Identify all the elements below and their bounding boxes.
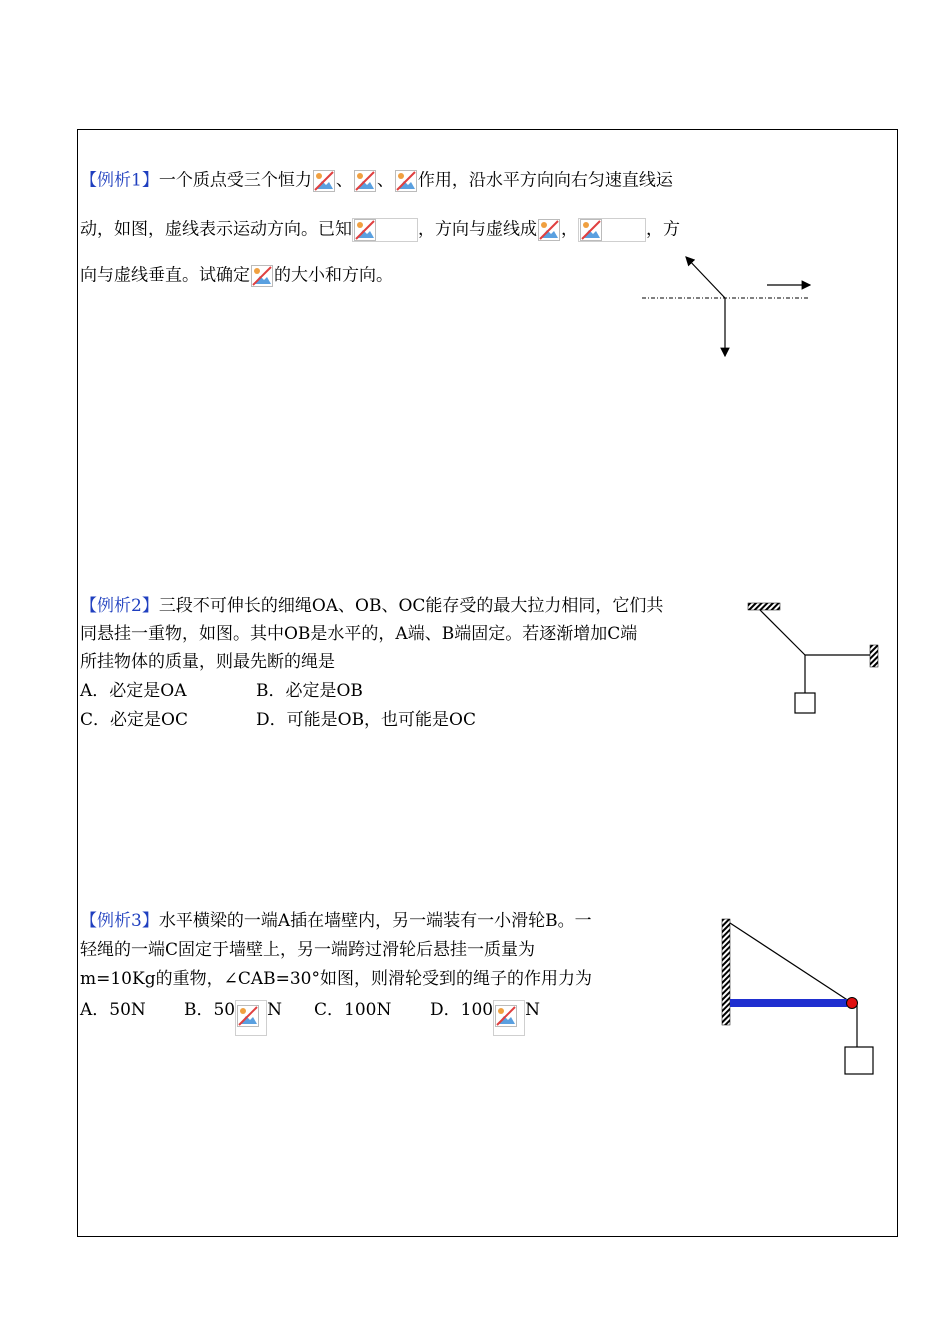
ex1-line-3: 向与虚线垂直。试确定 的大小和方向。 <box>80 265 393 286</box>
wall <box>722 919 730 1025</box>
ex3-line-3: m=10Kg的重物，∠CAB=30°如图，则滑轮受到的绳子的作用力为 <box>80 969 592 989</box>
ex3-tag: 【例析3】 <box>80 911 159 931</box>
broken-image-icon <box>313 170 335 192</box>
ex2-tag: 【例析2】 <box>80 596 159 616</box>
ex3-option-b: B．50 N <box>184 1000 282 1036</box>
image-placeholder <box>578 218 646 242</box>
ex2-option-b: B．必定是OB <box>256 681 363 701</box>
ex2-option-c: C．必定是OC <box>80 710 188 730</box>
image-placeholder <box>352 218 418 242</box>
ex2-option-d: D．可能是OB，也可能是OC <box>256 710 477 730</box>
broken-image-icon <box>495 1005 517 1027</box>
ex3-option-c: C．100N <box>314 1000 392 1020</box>
ex3-option-a: A．50N <box>80 1000 146 1020</box>
ex3-option-d: D．100 N <box>430 1000 540 1036</box>
horizontal-beam <box>730 999 847 1007</box>
ex3-line-1: 【例析3】水平横梁的一端A插在墙壁内，另一端装有一小滑轮B。一 <box>80 911 592 931</box>
wall-support <box>870 645 878 667</box>
broken-image-icon <box>237 1005 259 1027</box>
broken-image-icon <box>395 170 417 192</box>
broken-image-icon <box>580 219 602 241</box>
force-diagram <box>630 245 830 365</box>
broken-image-icon <box>354 219 376 241</box>
ex3-line-2: 轻绳的一端C固定于墙壁上，另一端跨过滑轮后悬挂一质量为 <box>80 940 536 960</box>
ex1-line-1: 【例析1】一个质点受三个恒力 、 、 作用，沿水平方向向右匀速直线运 <box>80 170 673 191</box>
ceiling-support <box>748 603 780 610</box>
broken-image-icon <box>354 170 376 192</box>
broken-image-icon <box>538 219 560 241</box>
pulley <box>847 998 858 1009</box>
image-placeholder <box>235 1000 267 1036</box>
ex2-line-1: 【例析2】三段不可伸长的细绳OA、OB、OC能存受的最大拉力相同，它们共 <box>80 596 664 616</box>
rope-diagram <box>740 595 885 720</box>
rope-cb <box>730 923 852 1003</box>
rope-oa <box>760 610 805 655</box>
ex1-tag: 【例析1】 <box>80 170 159 191</box>
weight-block <box>795 693 815 713</box>
ex1-line-2: 动，如图，虚线表示运动方向。已知 ，方向与虚线成 ， ，方 <box>80 218 680 242</box>
force-f1-arrow <box>686 257 725 298</box>
ex2-line-2: 同悬挂一重物，如图。其中OB是水平的，A端、B端固定。若逐渐增加C端 <box>80 624 638 644</box>
broken-image-icon <box>251 265 273 287</box>
image-placeholder <box>493 1000 525 1036</box>
ex2-option-a: A．必定是OA <box>80 681 187 701</box>
pulley-diagram <box>715 915 880 1080</box>
ex2-line-3: 所挂物体的质量，则最先断的绳是 <box>80 652 335 672</box>
weight-block <box>845 1047 873 1074</box>
